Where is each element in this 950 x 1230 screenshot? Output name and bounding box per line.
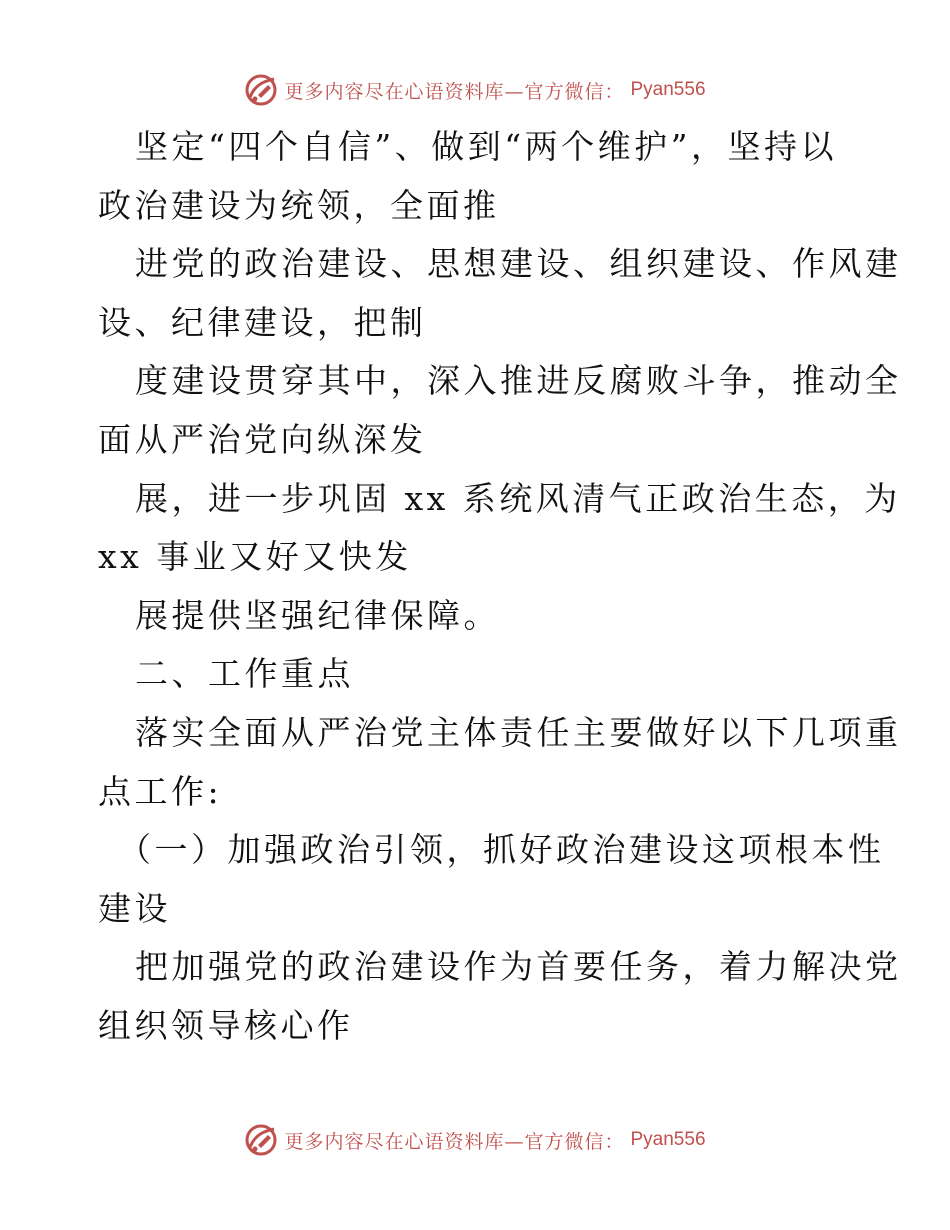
text-line: 进党的政治建设、思想建设、组织建设、作风建 bbox=[135, 244, 902, 284]
header-watermark bbox=[0, 70, 950, 110]
text-line: 落实全面从严治党主体责任主要做好以下几项重 bbox=[135, 712, 902, 752]
text-line: 展，进一步巩固 xx 系统风清气正政治生态，为 bbox=[135, 478, 901, 518]
text-line: 建设 bbox=[98, 888, 171, 928]
watermark-wechat-id: Pyan556 bbox=[630, 79, 706, 100]
text-line: xx 事业又好又快发 bbox=[98, 537, 412, 577]
document-body bbox=[98, 118, 902, 1056]
text-line: 坚定“四个自信”、做到“两个维护”，坚持以 bbox=[135, 127, 837, 166]
text-line: 展提供坚强纪律保障。 bbox=[135, 595, 500, 635]
text-line: 点工作: bbox=[98, 771, 223, 811]
watermark-text: 更多内容尽在心语资料库—官方微信： bbox=[284, 1130, 625, 1153]
footer-watermark bbox=[0, 1120, 950, 1160]
text-line: 面从严治党向纵深发 bbox=[98, 419, 427, 459]
pen-swirl-logo-icon bbox=[244, 73, 278, 107]
text-line: 政治建设为统领，全面推 bbox=[98, 185, 500, 225]
text-line: 设、纪律建设，把制 bbox=[98, 302, 427, 342]
text-line: 组织领导核心作 bbox=[98, 1005, 354, 1045]
pen-swirl-logo-icon bbox=[244, 1123, 278, 1157]
subsection-heading: （一）加强政治引领，抓好政治建设这项根本性 bbox=[118, 830, 885, 870]
section-heading: 二、工作重点 bbox=[135, 654, 354, 694]
text-line: 把加强党的政治建设作为首要任务，着力解决党 bbox=[135, 947, 902, 987]
text-line: 度建设贯穿其中，深入推进反腐败斗争，推动全 bbox=[135, 361, 902, 401]
watermark-wechat-id: Pyan556 bbox=[630, 1129, 706, 1150]
watermark-text: 更多内容尽在心语资料库—官方微信： bbox=[284, 80, 625, 103]
